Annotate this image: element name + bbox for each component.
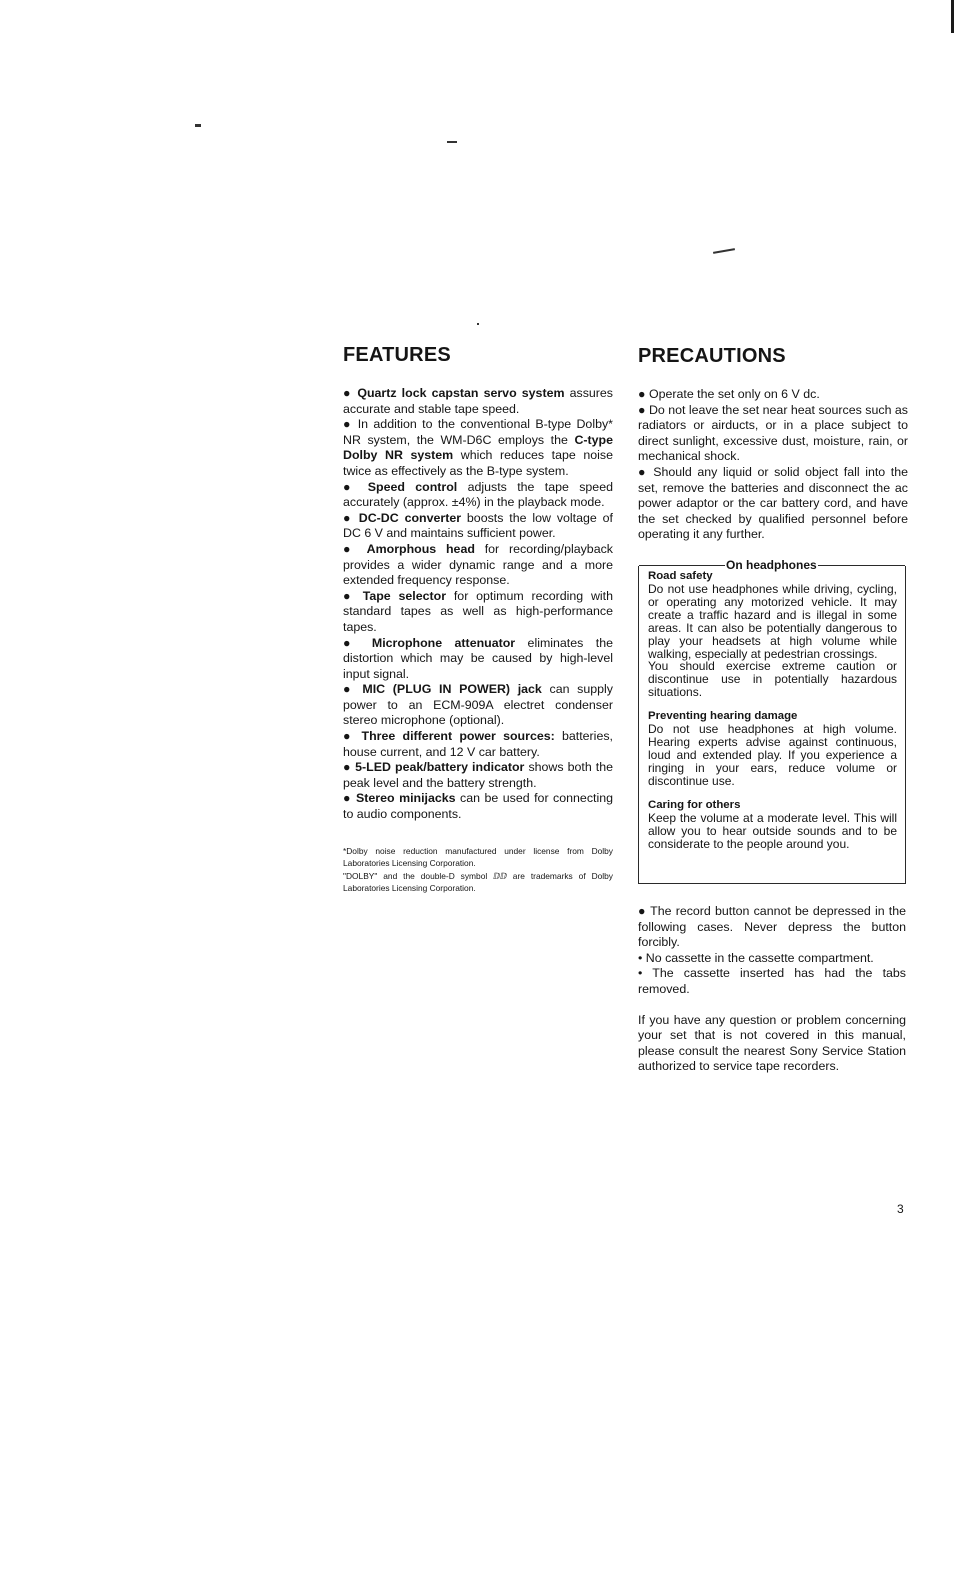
road-safety-text: Do not use headphones while driving, cycling, or operating any motorized vehicle. It may create a traffic hazard and is illegal in some areas. It can also be potentially dangerous to play your headsets at high volume while walking, especially at pedestrian crossings. bbox=[648, 582, 897, 661]
feature-item: ● DC-DC converter boosts the low voltage of DC 6 V and maintains sufficient power. bbox=[343, 510, 613, 541]
road-safety-caution: You should exercise extreme caution or discontinue use in potentially hazardous situations. bbox=[648, 659, 897, 700]
feature-item: ● MIC (PLUG IN POWER) jack can supply power to an ECM-909A electret condenser stereo microphone (optional). bbox=[343, 682, 613, 728]
feature-item: ● In addition to the conventional B-type Dolby* NR system, the WM-D6C employs the C-type Dolby NR system which reduces tape noise twice as effectively as the B-type system. bbox=[343, 417, 613, 478]
precaution-item: ● Should any liquid or solid object fall into the set, remove the batteries and disconnect the ac power adaptor or the car battery cord, and have the set checked by qualified personnel before operating it any further. bbox=[638, 464, 908, 542]
closing-paragraph: If you have any question or problem concerning your set that is not covered in this manual, please consult the nearest Sony Service Station authorized to service tape recorders. bbox=[638, 1012, 906, 1074]
scan-speck bbox=[195, 124, 201, 127]
feature-item: ● Three different power sources: batteries, house current, and 12 V car battery. bbox=[343, 729, 613, 759]
scan-speck bbox=[713, 248, 735, 254]
precaution-item: ● Do not leave the set near heat sources such as radiators or airducts, or in a place subject to direct sunlight, excessive dust, moisture, rain, or mechanical shock. bbox=[638, 402, 908, 464]
hearing-damage-heading: Preventing hearing damage bbox=[648, 710, 798, 723]
scan-speck bbox=[447, 141, 457, 143]
record-case: • No cassette in the cassette compartment. bbox=[638, 950, 874, 965]
feature-item: ● Stereo minijacks can be used for connecting to audio components. bbox=[343, 791, 613, 822]
features-column bbox=[343, 344, 613, 895]
hearing-damage-text: Do not use headphones at high volume. Hearing experts advise against continuous, loud and extended play. If you experience a ringing in your ears, reduce volume or discontinue use. bbox=[648, 722, 897, 788]
dolby-footnote: *Dolby noise reduction manufactured under license from Dolby Laboratories Licensing Corporation. bbox=[343, 845, 613, 869]
caring-text: Keep the volume at a moderate level. This will allow you to hear outside sounds and to be considerate to the people around you. bbox=[648, 810, 897, 851]
page-number: 3 bbox=[897, 1202, 904, 1216]
feature-item: ● Microphone attenuator eliminates the distortion which may be caused by high-level input signal. bbox=[343, 635, 613, 681]
precautions-heading: PRECAUTIONS bbox=[638, 345, 786, 367]
caring-heading: Caring for others bbox=[648, 798, 741, 811]
record-notes bbox=[638, 904, 906, 1075]
feature-item: ● Quartz lock capstan servo system assures accurate and stable tape speed. bbox=[343, 386, 614, 416]
precaution-item: ● Operate the set only on 6 V dc. bbox=[638, 387, 820, 401]
record-button-note: ● The record button cannot be depressed in the following cases. Never depress the button forcibly. bbox=[638, 904, 906, 950]
road-safety-heading: Road safety bbox=[648, 570, 713, 582]
headphones-box-title: On headphones bbox=[639, 558, 905, 572]
record-case: • The cassette inserted has had the tabs removed. bbox=[638, 966, 906, 996]
feature-item: ● Speed control adjusts the tape speed accurately (approx. ±4%) in the playback mode. bbox=[343, 479, 613, 510]
features-heading: FEATURES bbox=[343, 344, 451, 366]
headphones-box bbox=[638, 558, 906, 884]
feature-item: ● 5-LED peak/battery indicator shows both the peak level and the battery strength. bbox=[343, 760, 614, 790]
dolby-trademark-note: "DOLBY" and the double-D symbol ⅅⅅ are trademarks of Dolby Laboratories Licensing Corporation. bbox=[343, 870, 613, 894]
feature-item: ● Amorphous head for recording/playback provides a wider dynamic range and a more extended frequency response. bbox=[343, 541, 613, 588]
precautions-column bbox=[638, 345, 908, 543]
scan-speck bbox=[477, 323, 479, 325]
feature-item: ● Tape selector for optimum recording with standard tapes as well as high-performance tapes. bbox=[343, 588, 613, 634]
